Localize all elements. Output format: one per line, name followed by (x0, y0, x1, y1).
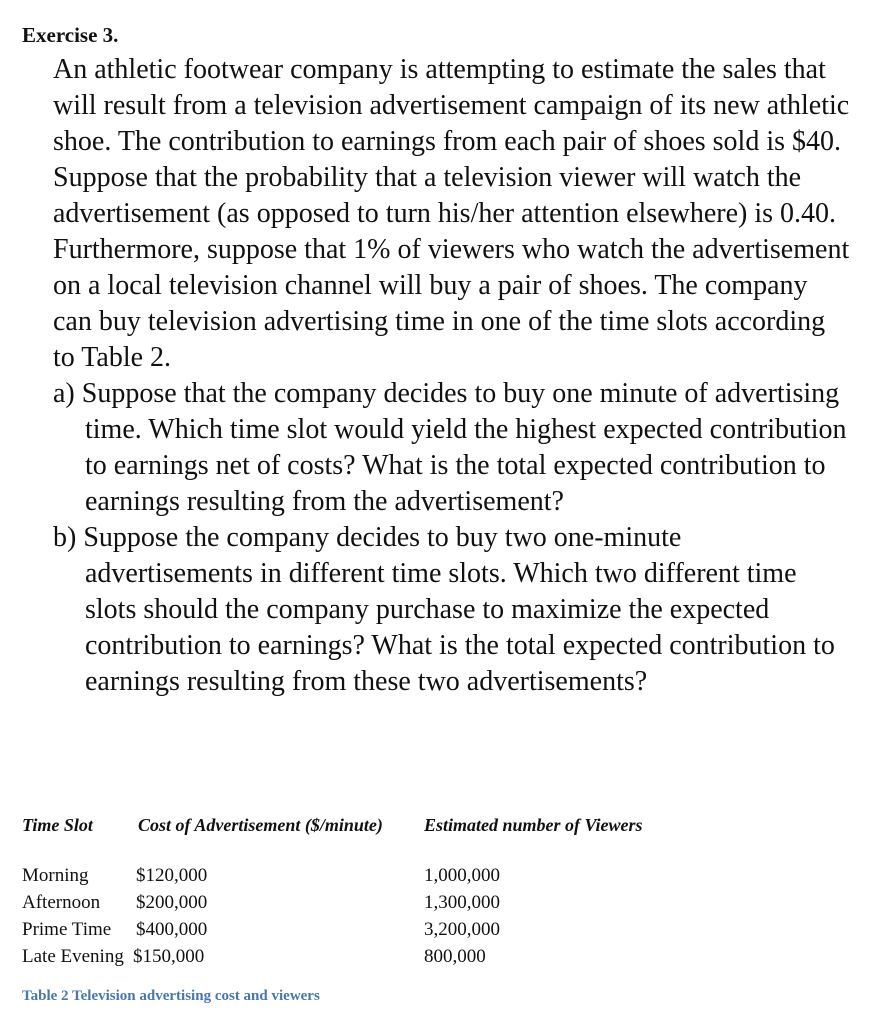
question-a-label: a) (53, 378, 75, 409)
table-row (22, 862, 622, 889)
table-header-time-slot: Time Slot (22, 815, 93, 835)
cell-cost: $200,000 (136, 892, 208, 913)
cell-time-slot: Afternoon (22, 892, 101, 913)
cell-time-slot: Prime Time (22, 919, 112, 940)
table-header-viewers: Estimated number of Viewers (424, 815, 643, 835)
cell-viewers: 1,300,000 (424, 892, 500, 913)
cell-cost: $120,000 (136, 865, 208, 886)
cell-cost: $150,000 (133, 946, 205, 967)
table-row (22, 943, 622, 970)
table-row (22, 889, 622, 916)
question-a (53, 376, 853, 520)
table-row (22, 916, 622, 943)
cell-viewers: 3,200,000 (424, 919, 500, 940)
cell-viewers: 1,000,000 (424, 865, 500, 886)
advertising-table (22, 862, 622, 970)
cell-cost: $400,000 (136, 919, 208, 940)
cell-time-slot: Late Evening (22, 946, 124, 967)
cell-time-slot: Morning (22, 865, 89, 886)
cell-viewers: 800,000 (424, 946, 486, 967)
exercise-title: Exercise 3. (22, 23, 119, 47)
question-b-text: Suppose the company decides to buy two one-minute advertisements in different time slots. Which two different time slots should the company purchase to maximize the expected contribution to earnings? What is the total expected contribution to earnings resulting from these two advertisements? (83, 522, 835, 697)
question-b-label: b) (53, 522, 77, 553)
question-a-text: Suppose that the company decides to buy one minute of advertising time. Which time slot would yield the highest expected contribution to earnings net of costs? What is the total expected contribution to earnings resulting from the advertisement? (81, 378, 847, 517)
table-header-cost: Cost of Advertisement ($/minute) (138, 815, 383, 835)
question-b (53, 520, 853, 700)
problem-paragraph: An athletic footwear company is attempting to estimate the sales that will result from a television advertisement campaign of its new athletic shoe. The contribution to earnings from each pair of shoes sold is $40. Suppose that the probability that a television viewer will watch the advertisement (as opposed to turn his/her attention elsewhere) is 0.40. Furthermore, suppose that 1% of viewers who watch the advertisement on a local television channel will buy a pair of shoes. The company can buy television advertising time in one of the time slots according to Table 2. (53, 54, 850, 373)
table-caption: Table 2 Television advertising cost and viewers (22, 988, 320, 1004)
exercise-body (53, 52, 853, 700)
